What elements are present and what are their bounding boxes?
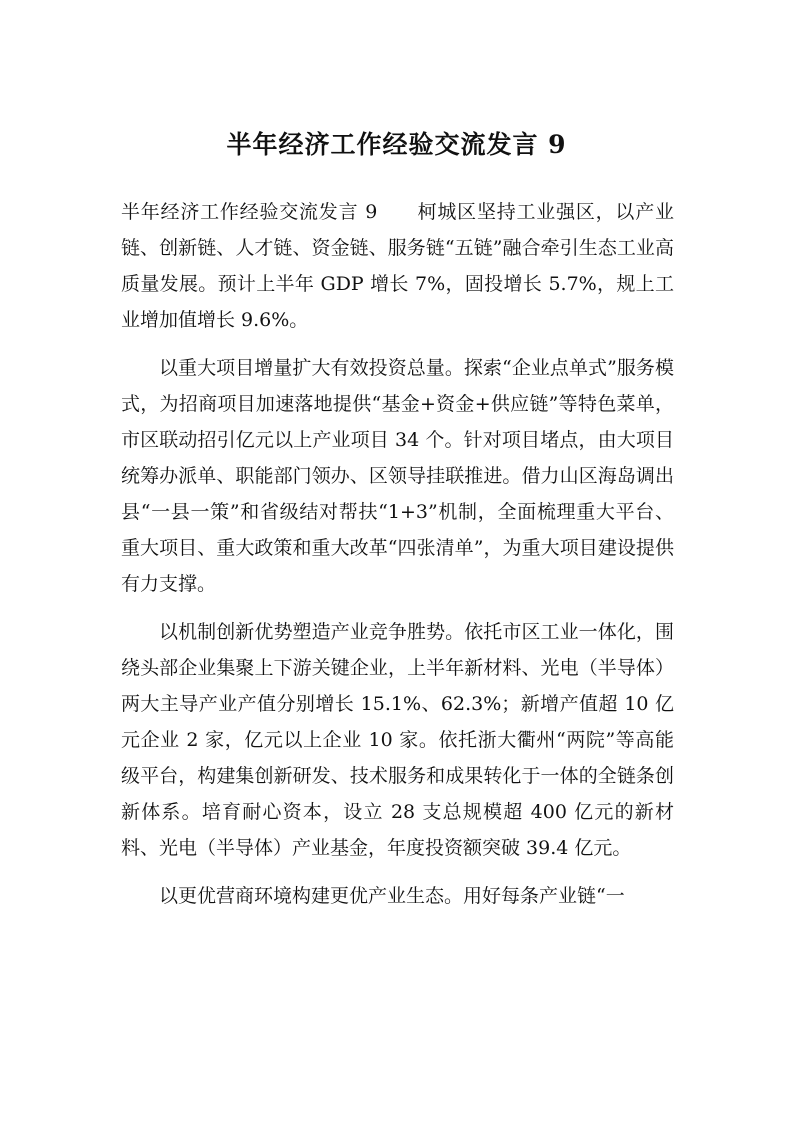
document-body: [121, 194, 674, 914]
paragraph-major-projects: 以重大项目增量扩大有效投资总量。探索“企业点单式”服务模式，为招商项目加速落地提供“基金+资金+供应链”等特色菜单，市区联动招引亿元以上产业项目 34 个。针对项目堵点，由大项目统筹办派单、职能部门领办、区领导挂联推进。借力山区海岛调出县“一县一策”和省级结对帮扶“1+3”机制，全面梳理重大平台、重大项目、重大政策和重大改革“四张清单”，为重大项目建设提供有力支撑。: [121, 357, 674, 595]
paragraph-intro: 半年经济工作经验交流发言 9 柯城区坚持工业强区，以产业链、创新链、人才链、资金链、服务链“五链”融合牵引生态工业高质量发展。预计上半年 GDP 增长 7%，固投增长 5.7%，规上工业增加值增长 9.6%。: [121, 201, 674, 331]
paragraph-business-environment: 以更优营商环境构建更优产业生态。用好每条产业链“一: [159, 885, 625, 907]
paragraph-mechanism-innovation: 以机制创新优势塑造产业竞争胜势。依托市区工业一体化，围绕头部企业集聚上下游关键企业，上半年新材料、光电（半导体）两大主导产业产值分别增长 15.1%、62.3%；新增产值超 10 亿元企业 2 家，亿元以上企业 10 家。依托浙大衢州“两院”等高能级平台，构建集创新研发、技术服务和成果转化于一体的全链条创新体系。培育耐心资本，设立 28 支总规模超 400 亿元的新材料、光电（半导体）产业基金，年度投资额突破 39.4 亿元。: [121, 621, 674, 859]
document-title: 半年经济工作经验交流发言 9: [226, 130, 567, 159]
